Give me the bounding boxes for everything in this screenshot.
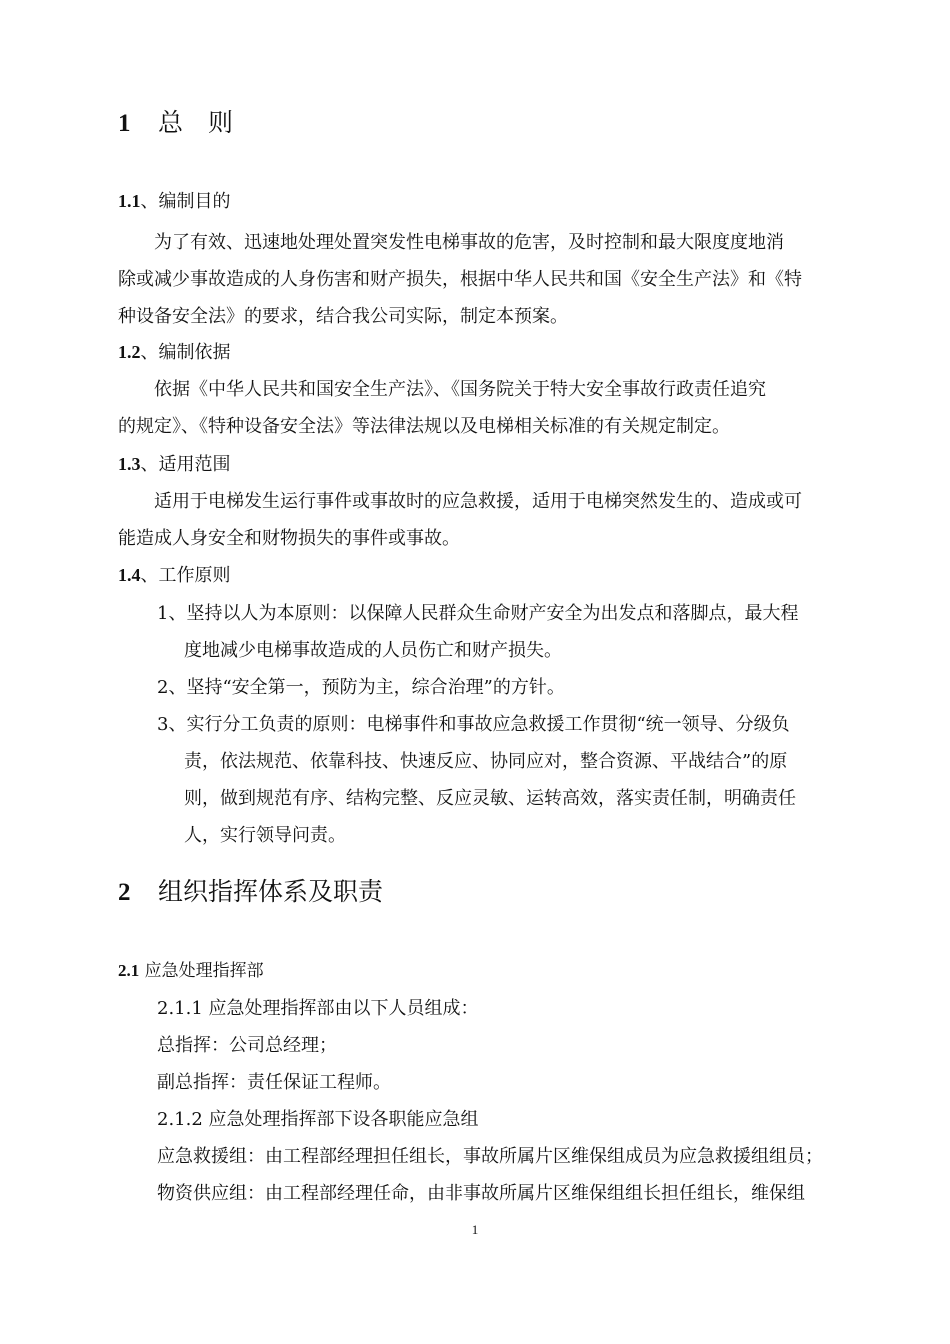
section-title: 、编制依据 xyxy=(140,342,231,363)
text-line: 度地减少电梯事故造成的人员伤亡和财产损失。 xyxy=(184,640,562,661)
principle-item-1 xyxy=(157,595,838,669)
section-number: 1.4 xyxy=(118,565,141,585)
text-line: 应急救援组：由工程部经理担任组长，事故所属片区维保组成员为应急救援组组员； xyxy=(157,1146,823,1167)
text-line: 责，依法规范、依靠科技、快速反应、协同应对，整合资源、平战结合”的原 xyxy=(184,751,788,772)
section-title: 、工作原则 xyxy=(140,565,231,586)
text-line: 2.1.2 应急处理指挥部下设各职能应急组 xyxy=(157,1109,479,1130)
text-line: 能造成人身安全和财物损失的事件或事故。 xyxy=(118,528,460,549)
section-number: 1.3 xyxy=(118,454,141,474)
text-line: 的规定》、《特种设备安全法》等法律法规以及电梯相关标准的有关规定制定。 xyxy=(118,416,730,437)
heading-title: 总 则 xyxy=(158,108,234,137)
principle-item-3 xyxy=(157,706,838,854)
heading-number: 1 xyxy=(118,110,131,137)
text-line: 适用于电梯发生运行事件或事故时的应急救援，适用于电梯突然发生的、造成或可 xyxy=(118,491,802,512)
section-number: 2.1 xyxy=(118,961,140,980)
text-line: 则，做到规范有序、结构完整、反应灵敏、运转高效，落实责任制，明确责任 xyxy=(184,788,796,809)
heading-number: 2 xyxy=(118,879,131,906)
section-2-1-body xyxy=(157,990,838,1212)
text-line: 依据《中华人民共和国安全生产法》、《国务院关于特大安全事故行政责任追究 xyxy=(118,379,766,400)
section-heading-1-4 xyxy=(118,557,838,594)
section-number: 1.1 xyxy=(118,191,141,211)
section-heading-1-2 xyxy=(118,334,838,371)
text-line: 3、实行分工负责的原则：电梯事件和事故应急救援工作贯彻“统一领导、分级负 xyxy=(157,714,790,735)
section-title: 应急处理指挥部 xyxy=(139,961,264,981)
paragraph-1-2 xyxy=(118,371,838,445)
text-line: 除或减少事故造成的人身伤害和财产损失，根据中华人民共和国《安全生产法》和《特 xyxy=(118,269,802,290)
text-line: 种设备安全法》的要求，结合我公司实际，制定本预案。 xyxy=(118,306,568,327)
section-heading-1-3 xyxy=(118,446,838,483)
heading-1 xyxy=(118,103,838,144)
paragraph-1-3 xyxy=(118,483,838,557)
principle-item-2 xyxy=(157,669,838,706)
text-line: 总指挥：公司总经理； xyxy=(157,1035,337,1056)
section-title: 、编制目的 xyxy=(140,191,231,212)
section-title: 、适用范围 xyxy=(140,454,231,475)
paragraph-1-1 xyxy=(118,224,838,335)
text-line: 2.1.1 应急处理指挥部由以下人员组成： xyxy=(157,998,479,1019)
text-line: 物资供应组：由工程部经理任命，由非事故所属片区维保组组长担任组长，维保组 xyxy=(157,1183,805,1204)
heading-title: 组织指挥体系及职责 xyxy=(158,877,384,906)
page-number: 1 xyxy=(471,1222,479,1237)
text-line: 1、坚持以人为本原则：以保障人民群众生命财产安全为出发点和落脚点，最大程 xyxy=(157,603,799,624)
text-line: 人，实行领导问责。 xyxy=(184,825,346,846)
text-line: 2、坚持“安全第一，预防为主，综合治理”的方针。 xyxy=(157,677,565,698)
section-number: 1.2 xyxy=(118,342,141,362)
text-line: 副总指挥：责任保证工程师。 xyxy=(157,1072,391,1093)
heading-2 xyxy=(118,872,838,913)
section-heading-2-1 xyxy=(118,952,838,990)
text-line: 为了有效、迅速地处理处置突发性电梯事故的危害，及时控制和最大限度度地消 xyxy=(118,232,784,253)
section-heading-1-1 xyxy=(118,183,838,220)
